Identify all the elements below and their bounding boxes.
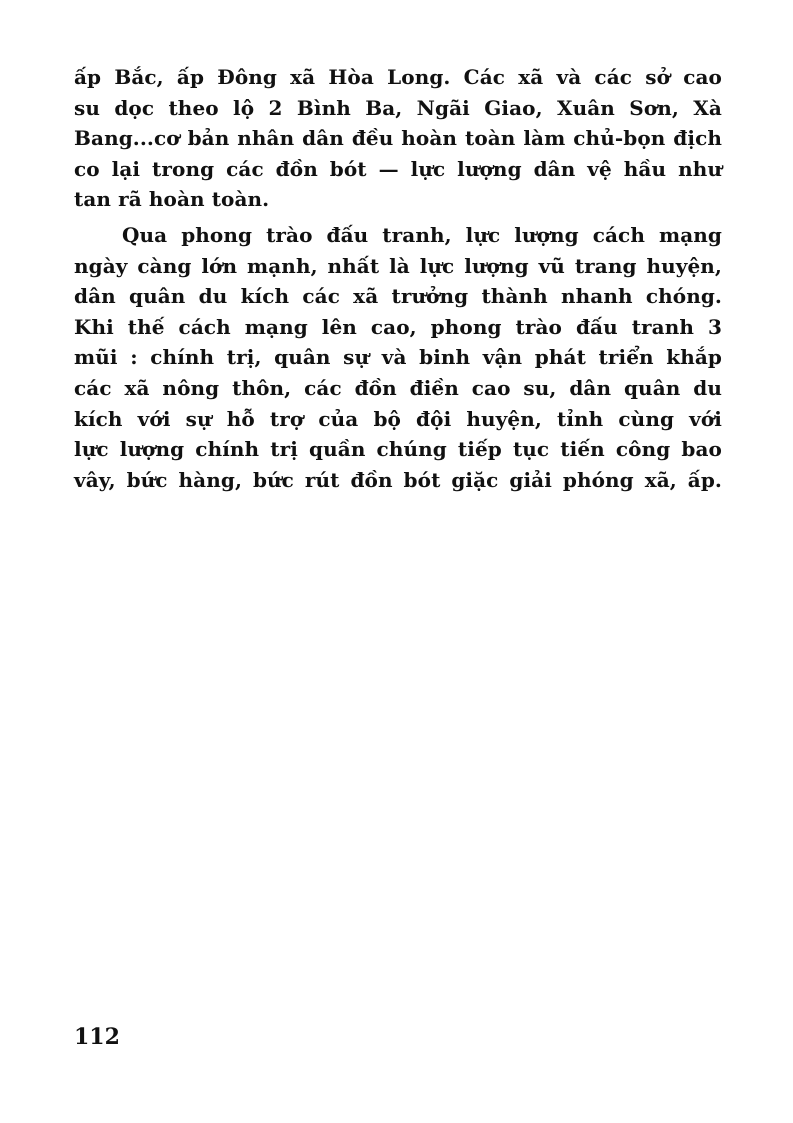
text-line: tan rã hoàn toàn. (74, 187, 270, 212)
text-line: vây, bức hàng, bức rút đồn bót giặc giải phóng xã, ấp. (74, 467, 722, 492)
text-line: co lại trong các đồn bót — lực lượng dân vệ hầu như (74, 156, 722, 181)
paragraph-1 (74, 62, 722, 215)
text-line: mũi : chính trị, quân sự và binh vận phát triển khắp (74, 345, 722, 370)
text-line: su dọc theo lộ 2 Bình Ba, Ngãi Giao, Xuân Sơn, Xà (74, 95, 722, 120)
text-line: ấp Bắc, ấp Đông xã Hòa Long. Các xã và các sở cao (74, 65, 722, 89)
paragraph-2 (74, 220, 722, 495)
text-line: dân quân du kích các xã trưởng thành nhanh chóng. (74, 284, 722, 309)
page-number: 112 (74, 1024, 120, 1050)
text-line: lực lượng chính trị quần chúng tiếp tục tiến công bao (74, 437, 722, 462)
text-line: các xã nông thôn, các đồn điền cao su, dân quân du (74, 375, 722, 400)
text-line: Khi thế cách mạng lên cao, phong trào đấu tranh 3 (74, 314, 722, 339)
text-line: Bang...cơ bản nhân dân đều hoàn toàn làm chủ-bọn địch (74, 126, 722, 151)
text-line: ngày càng lớn mạnh, nhất là lực lượng vũ trang huyện, (74, 253, 722, 278)
text-line: Qua phong trào đấu tranh, lực lượng cách mạng (122, 223, 722, 247)
text-line: kích với sự hỗ trợ của bộ đội huyện, tỉnh cùng với (74, 406, 722, 431)
